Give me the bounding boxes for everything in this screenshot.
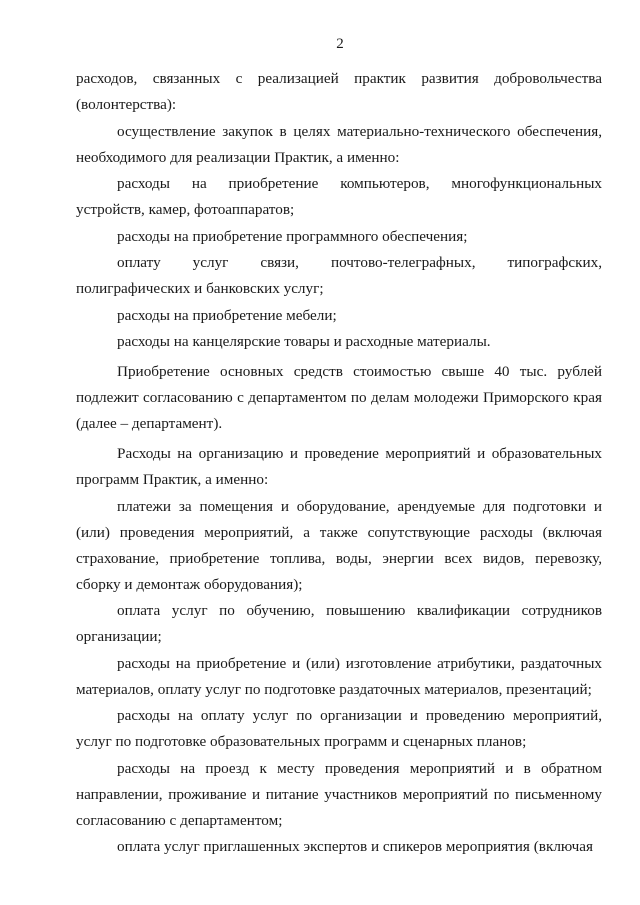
paragraph: оплата услуг приглашенных экспертов и спикеров мероприятия (включая [117,838,594,855]
paragraph: расходы на приобретение и (или) изготовление атрибутики, раздаточных материалов, оплату услуг по подготовке раздаточных материалов, презентаций; [76,654,602,698]
page-number: 2 [336,36,344,52]
paragraph: расходы на проезд к месту проведения мероприятий и в обратном направлении, проживание и питание участников мероприятий по письменному согласованию с департаментом; [76,759,602,829]
paragraph: расходов, связанных с реализацией практик развития добровольчества (волонтерства): [76,70,602,113]
paragraph: Приобретение основных средств стоимостью свыше 40 тыс. рублей подлежит согласованию с департаментом по делам молодежи Приморского края (далее – департамент). [76,363,602,432]
document-body [76,66,602,860]
paragraph: расходы на приобретение мебели; [117,306,337,324]
paragraph: оплату услуг связи, почтово-телеграфных, типографских, полиграфических и банковских услуг; [76,254,602,297]
paragraph: расходы на приобретение программного обеспечения; [117,227,468,245]
paragraph: расходы на канцелярские товары и расходные материалы. [117,333,491,350]
paragraph: Расходы на организацию и проведение мероприятий и образовательных программ Практик, а именно: [76,445,602,488]
paragraph: расходы на приобретение компьютеров, многофункциональных устройств, камер, фотоаппаратов; [76,175,602,218]
paragraph: расходы на оплату услуг по организации и проведению мероприятий, услуг по подготовке образовательных программ и сценарных планов; [76,707,602,750]
paragraph: осуществление закупок в целях материально-технического обеспечения, необходимого для реализации Практик, а именно: [76,122,602,166]
paragraph: платежи за помещения и оборудование, арендуемые для подготовки и (или) проведения мероприятий, а также сопутствующие расходы (включая страхование, приобретение топлива, воды, энергии всех видов, перевозку, сборку и демонтаж оборудования); [76,497,602,593]
paragraph: оплата услуг по обучению, повышению квалификации сотрудников организации; [76,602,602,645]
